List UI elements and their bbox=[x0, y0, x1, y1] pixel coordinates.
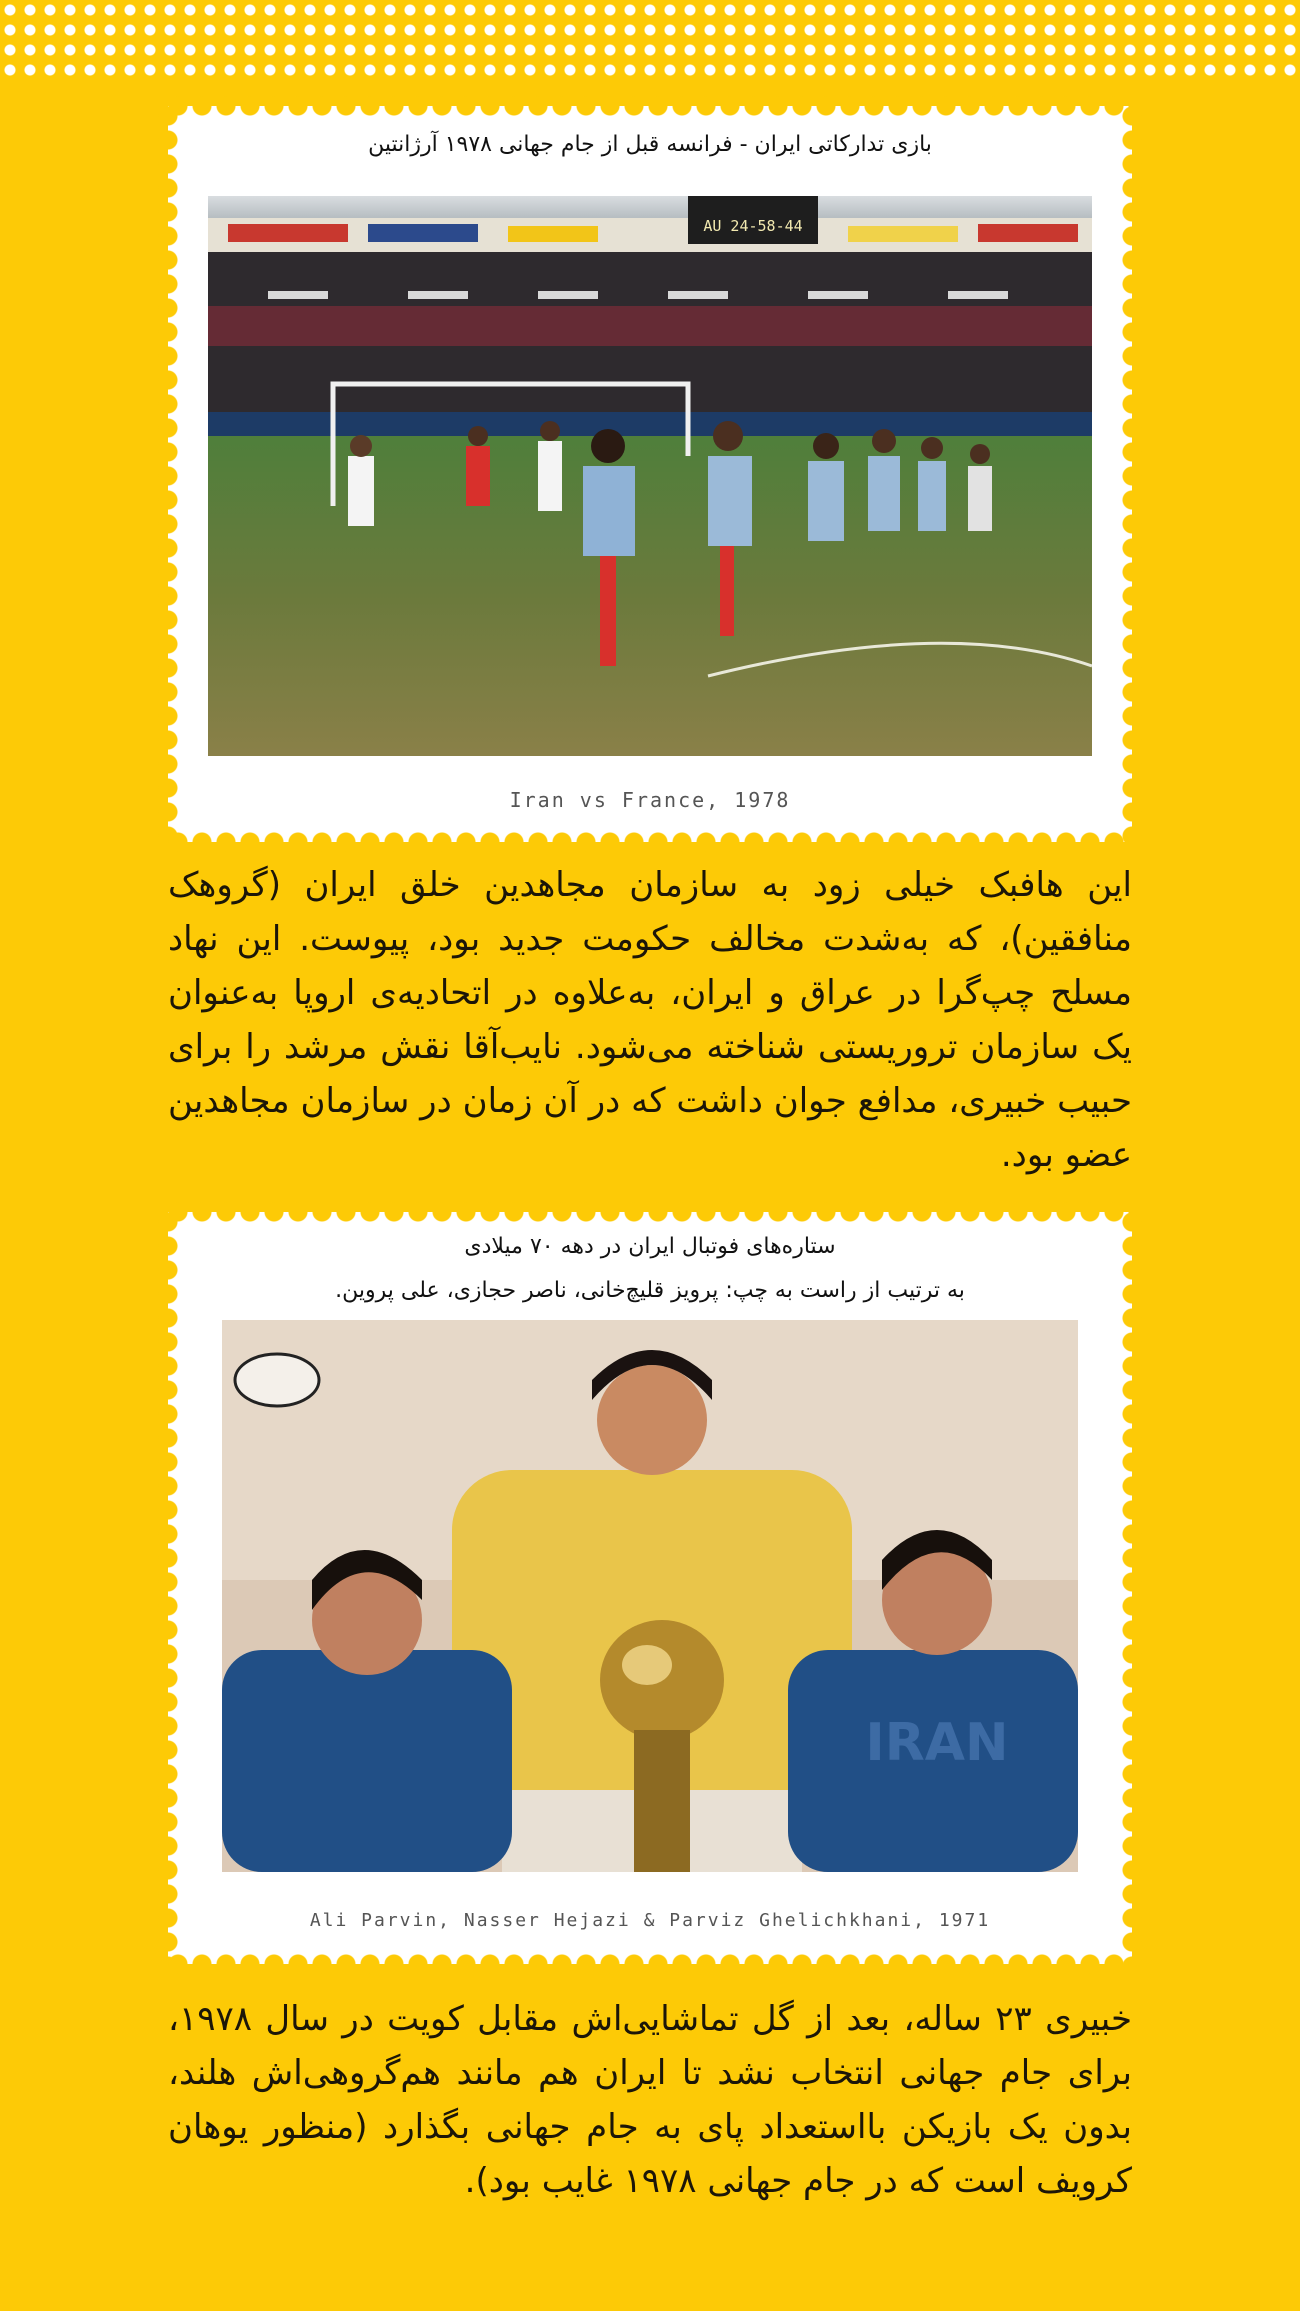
stamp2-caption-line1: ستاره‌های فوتبال ایران در دهه ۷۰ میلادی bbox=[464, 1234, 836, 1259]
shirt-text: IRAN bbox=[865, 1713, 1009, 1773]
article-paragraph-1: این هافبک خیلی زود به سازمان مجاهدین خلق ایران (گروهک منافقین)، که به‌شدت مخالف حکومت جدید بود، پیوست. این نهاد مسلح چپ‌گرا در عراق و ایران، به‌علاوه در اتحادیه‌ی اروپا به‌عنوان یک سازمان تروریستی شناخته می‌شود. نایب‌آقا نقش مرشد را برای حبیب خبیری، مدافع جوان داشت که در آن زمان در سازمان مجاهدین عضو بود. bbox=[168, 865, 1132, 1175]
stamp-card-iran-stars bbox=[168, 1212, 1132, 1964]
stamp-card-iran-france bbox=[168, 106, 1132, 842]
dotted-header-pattern bbox=[0, 0, 1300, 84]
iran-france-team-photo bbox=[208, 196, 1092, 756]
scoreboard-text: AU 24-58-44 bbox=[703, 217, 803, 235]
iran-football-stars-photo bbox=[222, 1320, 1078, 1872]
article-paragraph-2: خبیری ۲۳ ساله، بعد از گل تماشایی‌اش مقابل کویت در سال ۱۹۷۸، برای جام جهانی انتخاب نشد تا ایران هم مانند هم‌گروهی‌اش هلند، بدون یک بازیکن بااستعداد پای به جام جهانی بگذارد (منظور یوهان کرویف است که در جام جهانی ۱۹۷۸ غایب بود). bbox=[168, 1999, 1132, 2201]
stamp2-caption-line2: به ترتیب از راست به چپ: پرویز قلیچ‌خانی، ناصر حجازی، علی پروین. bbox=[335, 1278, 965, 1303]
stamp2-photo-caption: Ali Parvin, Nasser Hejazi & Parviz Ghelichkhani, 1971 bbox=[309, 1910, 991, 1931]
stamp1-photo-caption: Iran vs France, 1978 bbox=[509, 788, 791, 812]
stamp1-caption: بازی تدارکاتی ایران - فرانسه قبل از جام جهانی ۱۹۷۸ آرژانتین bbox=[368, 132, 932, 157]
